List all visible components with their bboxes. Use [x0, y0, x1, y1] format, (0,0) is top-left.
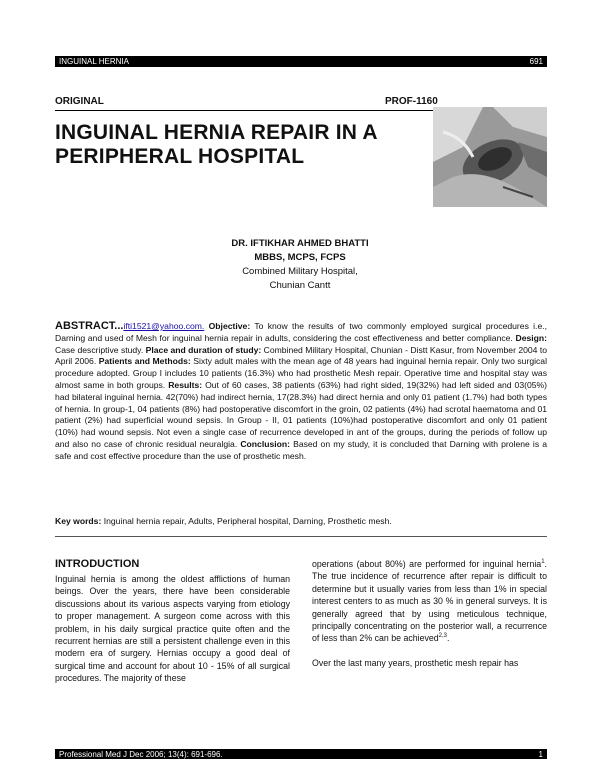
article-type: ORIGINAL	[55, 96, 104, 107]
conclusion-label: Conclusion:	[240, 438, 290, 449]
keywords-text: Inguinal hernia repair, Adults, Peripheral hospital, Darning, Prosthetic mesh.	[103, 516, 392, 526]
patients-text: Sixty adult males with the mean age of 48 years had inguinal hernia repair. Only two surgical procedure adopted. Group I includes 10 patients (16.3%) who had prosthetic Mesh repair. Operative time and hospital stay was almost same in both groups.	[55, 356, 547, 390]
objective-label: Objective:	[208, 321, 251, 331]
author-degrees: MBBS, MCPS, FCPS	[254, 252, 346, 263]
author-affiliation: Combined Military Hospital,	[242, 266, 358, 277]
intro-column-left	[55, 558, 290, 685]
section-divider	[55, 536, 547, 537]
author-block	[195, 237, 405, 293]
reference-1: 1	[541, 559, 545, 566]
running-header	[55, 56, 547, 67]
results-text: Out of 60 cases, 38 patients (63%) had right sided, 19(32%) had left sided and 03(05%) had bilateral inguinal hernia. 42(70%) had indirect hernia, 17(28.3%) had direct hernia and only 01 patient (1.7%) had both types of hernia. In group-1, 04 patients (8%) had postoperative discomfort in the groin, 02 patients (4%) had scrotal haematoma and 01 patient (2%) had superficial wound sepsis. In Group - II, 01 patients (10%)had postoperative discomfort and only 01 patient (10%) had wound sepsis. Not even a single case of recurrence developed in ant of the groups, during the periods of follow up and also no case of chronic residual neuralgia.	[55, 379, 548, 449]
surgical-photo	[433, 107, 547, 207]
conclusion-text: Based on my study, it is concluded that Darning with prolene is a safe and cost effective procedure than the use of prosthetic mesh.	[55, 438, 547, 461]
intro-paragraph-2	[312, 558, 547, 645]
intro-text-c: .	[447, 633, 450, 644]
patients-label: Patients and Methods:	[98, 356, 191, 367]
intro-heading: INTRODUCTION	[55, 558, 140, 570]
keywords-label: Key words:	[55, 516, 102, 526]
header-rule	[55, 110, 435, 111]
author-location: Chunian Cantt	[269, 280, 331, 291]
design-label: Design:	[515, 332, 547, 343]
author-name: DR. IFTIKHAR AHMED BHATTI	[231, 238, 369, 249]
objective-text: To know the results of two commonly employed surgical procedures i.e., Darning and used of Mesh for inguinal hernia repair in adults, considering the cost effectiveness and better compliance.	[55, 321, 548, 343]
place-text: Combined Military Hospital, Chunian - Distt Kasur, from November 2004 to April 2006.	[55, 344, 548, 367]
paper-title: INGUINAL HERNIA REPAIR IN A PERIPHERAL HOSPITAL	[55, 121, 377, 168]
author-email-link[interactable]: ifti1521@yahoo.com.	[123, 321, 205, 331]
abstract	[55, 321, 547, 463]
article-code: PROF-1160	[385, 96, 438, 107]
intro-text-a: operations (about 80%) are performed for inguinal hernia	[312, 559, 542, 569]
footer-citation: Professional Med J Dec 2006; 13(4): 691-696.	[59, 749, 223, 759]
running-footer	[55, 749, 547, 759]
abstract-label: ABSTRACT...	[55, 320, 124, 332]
running-header-title: INGUINAL HERNIA	[59, 57, 129, 66]
footer-page: 1	[538, 749, 543, 759]
intro-paragraph-3: Over the last many years, prosthetic mesh repair has	[312, 657, 519, 668]
keywords	[55, 516, 547, 526]
intro-text-b: . The true incidence of recurrence after repair is difficult to determine but it usually varies from less than 1% in special interest centers to as much as 30 % in general surveys. It is generally agreed that by using meticulous technique, principally concentrating on the posterior wall, a recurrence of less than 2% can be achieved	[312, 559, 547, 644]
results-label: Results:	[168, 379, 203, 390]
intro-paragraph-1: Inguinal hernia is among the oldest afflictions of human beings. Over the years, there have been considerable discussions about its various aspects varying from etiology to proper management. A surgeon come across with this problem, in his daily surgical practice quite often and the recurrent hernias are still a persistent challenge even in this modern era of surgery. Hernias occupy a good deal of surgical time and account for about 10 - 15% of all surgical procedures. The majority of these	[55, 574, 290, 684]
intro-column-right	[312, 558, 547, 669]
place-label: Place and duration of study:	[145, 344, 262, 355]
reference-2: 2,3	[438, 633, 448, 640]
design-text: Case descriptive study.	[55, 344, 144, 355]
running-header-page: 691	[529, 57, 543, 66]
